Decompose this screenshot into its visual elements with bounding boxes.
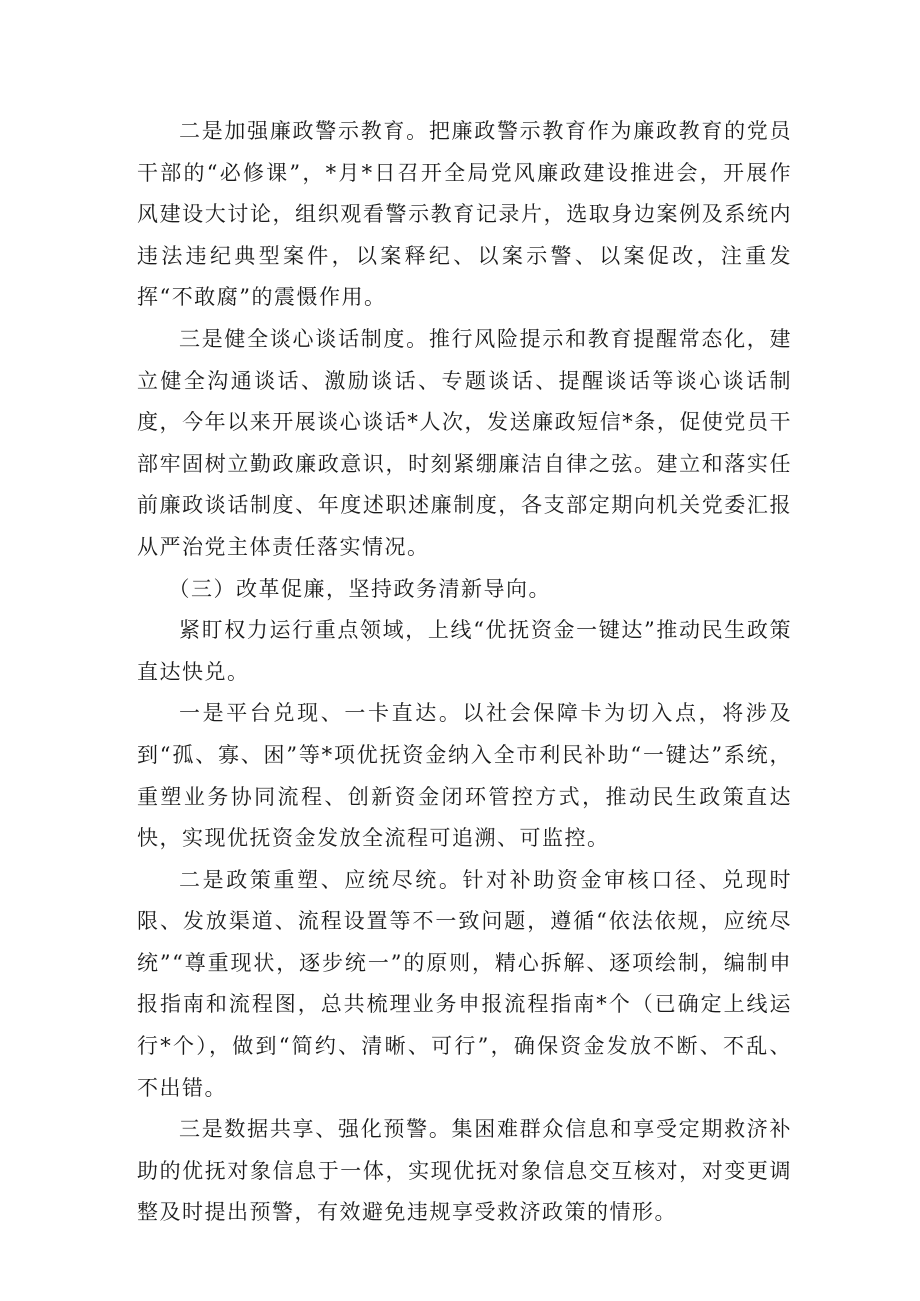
section-heading-reform: （三）改革促廉，坚持政务清新导向。	[168, 576, 551, 601]
paragraph-reform-intro: 紧盯权力运行重点领域，上线“优抚资金一键达”推动民生政策直达快兑。	[137, 618, 792, 684]
paragraph-policy-reshaping: 二是政策重塑、应统尽统。针对补助资金审核口径、兑现时限、发放渠道、流程设置等不一致问题，遵循“依法依规，应统尽统”“尊重现状，逐步统一”的原则，精心拆解、逐项绘制，编制申报指南和流程图，总共梳理业务申报流程指南*个（已确定上线运行*个），做到“简约、清晰、可行”，确保资金发放不断、不乱、不出错。	[137, 867, 792, 1100]
paragraph-warning-education: 二是加强廉政警示教育。把廉政警示教育作为廉政教育的党员干部的“必修课”，*月*日召开全局党风廉政建设推进会，开展作风建设大讨论，组织观看警示教育记录片，选取身边案例及系统内违法违纪典型案件，以案释纪、以案示警、以案促改，注重发挥“不敢腐”的震慑作用。	[137, 119, 792, 310]
paragraph-data-sharing: 三是数据共享、强化预警。集困难群众信息和享受定期救济补助的优抚对象信息于一体，实现优抚对象信息交互核对，对变更调整及时提出预警，有效避免违规享受救济政策的情形。	[137, 1117, 792, 1225]
document-page	[137, 111, 792, 1234]
paragraph-heart-to-heart-talks: 三是健全谈心谈话制度。推行风险提示和教育提醒常态化，建立健全沟通谈话、激励谈话、专题谈话、提醒谈话等谈心谈话制度，今年以来开展谈心谈话*人次，发送廉政短信*条，促使党员干部牢固树立勤政廉政意识，时刻紧绷廉洁自律之弦。建立和落实任前廉政谈话制度、年度述职述廉制度，各支部定期向机关党委汇报从严治党主体责任落实情况。	[137, 326, 792, 559]
paragraph-platform-payment: 一是平台兑现、一卡直达。以社会保障卡为切入点，将涉及到“孤、寡、困”等*项优抚资金纳入全市利民补助“一键达”系统，重塑业务协同流程、创新资金闭环管控方式，推动民生政策直达快，实现优抚资金发放全流程可追溯、可监控。	[137, 701, 792, 851]
